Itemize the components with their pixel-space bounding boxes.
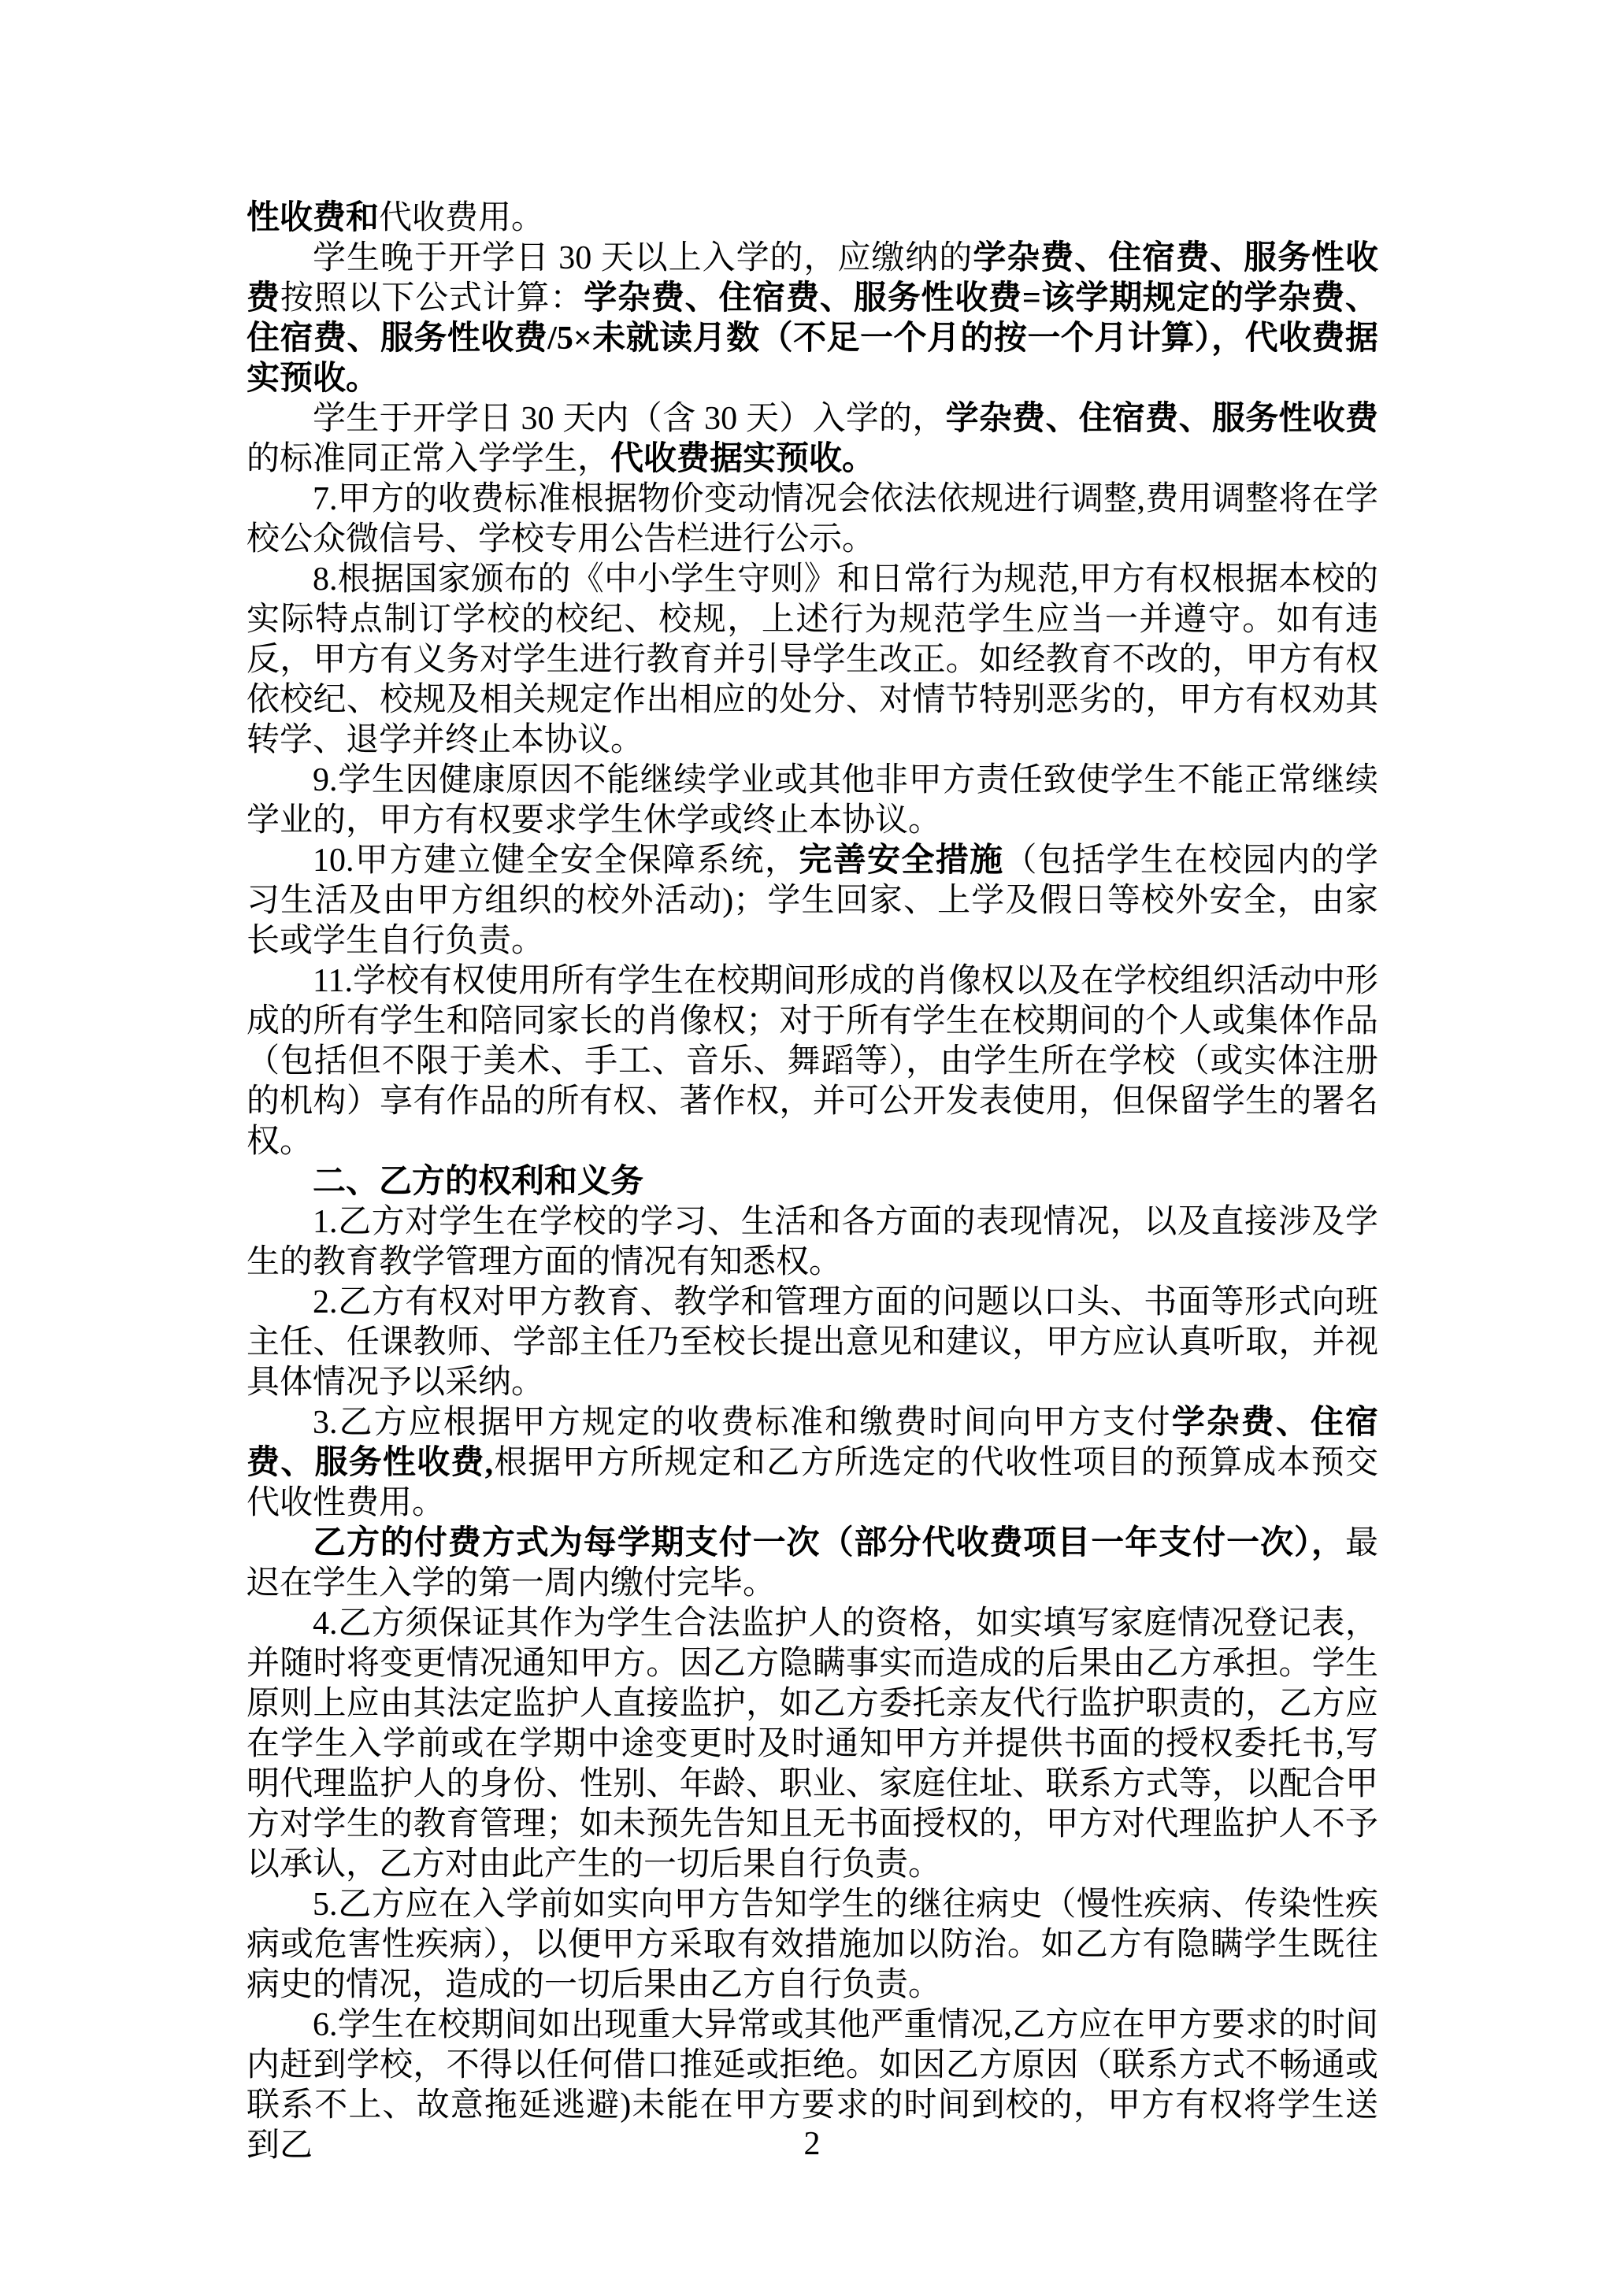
text-segment-bold: 完善安全措施: [799, 842, 1004, 879]
paragraph: [247, 1885, 1378, 2005]
text-segment-bold: 乙方的付费方式为每学期支付一次（部分代收费项目一年支付一次），: [313, 1525, 1345, 1561]
section-heading: [247, 1162, 1378, 1202]
paragraph: [247, 1283, 1378, 1403]
page-footer: [0, 2124, 1624, 2164]
text-segment: 学生于开学日 30 天内（含 30 天）入学的，: [313, 401, 946, 437]
page-number: 2: [803, 2126, 821, 2162]
text-segment: 学生晚于开学日 30 天以上入学的，应缴纳的: [313, 240, 973, 276]
text-segment-bold: 学杂费、住宿费、服务性收费: [247, 240, 1378, 317]
paragraph: [247, 1202, 1378, 1283]
text-segment: 8.根据国家颁布的《中小学生守则》和日常行为规范,甲方有权根据本校的实际特点制订学校的校纪、校规，上述行为规范学生应当一并遵守。如有违反，甲方有义务对学生进行教育并引导学生改正。如经教育不改的，甲方有权依校纪、校规及相关规定作出相应的处分、对情节特别恶劣的，甲方有权劝其转学、退学并终止本协议。: [247, 561, 1378, 758]
text-segment: 3.乙方应根据甲方规定的收费标准和缴费时间向甲方支付: [313, 1405, 1172, 1441]
paragraph: [247, 1604, 1378, 1885]
text-segment: 6.学生在校期间如出现重大异常或其他严重情况,乙方应在甲方要求的时间内赶到学校，不得以任何借口推延或拒绝。如因乙方原因（联系方式不畅通或联系不上、故意拖延逃避)未能在甲方要求的时间到校的，甲方有权将学生送到乙: [247, 2007, 1378, 2164]
text-segment: 的标准同正常入学学生，: [247, 441, 611, 477]
text-segment: 代收费用。: [379, 200, 545, 236]
text-segment-bold: 二、乙方的权利和义务: [313, 1164, 644, 1200]
paragraph: [247, 399, 1378, 480]
paragraph: [247, 560, 1378, 761]
paragraph: [247, 480, 1378, 560]
text-segment: 11.学校有权使用所有学生在校期间形成的肖像权以及在学校组织活动中形成的所有学生和陪同家长的肖像权；对于所有学生在校期间的个人或集体作品（包括但不限于美术、手工、音乐、舞蹈等），由学生所在学校（或实体注册的机构）享有作品的所有权、著作权，并可公开发表使用，但保留学生的署名权。: [247, 963, 1378, 1160]
paragraph: [247, 961, 1378, 1162]
document-body: [247, 198, 1378, 2166]
paragraph: [247, 761, 1378, 841]
text-segment: 1.乙方对学生在学校的学习、生活和各方面的表现情况，以及直接涉及学生的教育教学管理方面的情况有知悉权。: [247, 1204, 1378, 1280]
text-segment: 根据甲方所规定和乙方所选定的代收性项目的预算成本预交代收性费用。: [247, 1445, 1378, 1521]
text-segment-bold: 学杂费、住宿费、服务性收费=该学期规定的学杂费、住宿费、服务性收费/5×未就读月数（不足一个月的按一个月计算），代收费据实预收。: [247, 280, 1378, 397]
paragraph: [247, 198, 1378, 239]
text-segment-bold: 性收费和: [247, 200, 380, 236]
text-segment: 4.乙方须保证其作为学生合法监护人的资格，如实填写家庭情况登记表，并随时将变更情况通知甲方。因乙方隐瞒事实而造成的后果由乙方承担。学生原则上应由其法定监护人直接监护，如乙方委托亲友代行监护职责的，乙方应在学生入学前或在学期中途变更时及时通知甲方并提供书面的授权委托书,写明代理监护人的身份、性别、年龄、职业、家庭住址、联系方式等，以配合甲方对学生的教育管理；如未预先告知且无书面授权的，甲方对代理监护人不予以承认，乙方对由此产生的一切后果自行负责。: [247, 1605, 1378, 1883]
text-segment: 最迟在学生入学的第一周内缴付完毕。: [247, 1525, 1378, 1602]
text-segment: 2.乙方有权对甲方教育、教学和管理方面的问题以口头、书面等形式向班主任、任课教师、学部主任乃至校长提出意见和建议，甲方应认真听取，并视具体情况予以采纳。: [247, 1284, 1378, 1401]
text-segment: 10.甲方建立健全安全保障系统，: [313, 842, 799, 879]
text-segment-bold: 学杂费、住宿费、服务性收费,: [247, 1405, 1378, 1481]
text-segment: 7.甲方的收费标准根据物价变动情况会依法依规进行调整,费用调整将在学校公众微信号、学校专用公告栏进行公示。: [247, 481, 1378, 557]
paragraph: [247, 239, 1378, 399]
text-segment: 9.学生因健康原因不能继续学业或其他非甲方责任致使学生不能正常继续学业的，甲方有权要求学生休学或终止本协议。: [247, 762, 1378, 839]
text-segment-bold: 学杂费、住宿费、服务性收费: [945, 401, 1378, 437]
text-segment-bold: 代收费据实预收。: [610, 441, 876, 477]
text-segment: （包括学生在校园内的学习生活及由甲方组织的校外活动)；学生回家、上学及假日等校外安全，由家长或学生自行负责。: [247, 842, 1378, 959]
text-segment: 5.乙方应在入学前如实向甲方告知学生的继往病史（慢性疾病、传染性疾病或危害性疾病），以便甲方采取有效措施加以防治。如乙方有隐瞒学生既往病史的情况，造成的一切后果由乙方自行负责。: [247, 1887, 1378, 2003]
paragraph: [247, 841, 1378, 961]
text-segment: 按照以下公式计算：: [280, 280, 584, 317]
paragraph: [247, 1524, 1378, 1604]
paragraph: [247, 1403, 1378, 1524]
